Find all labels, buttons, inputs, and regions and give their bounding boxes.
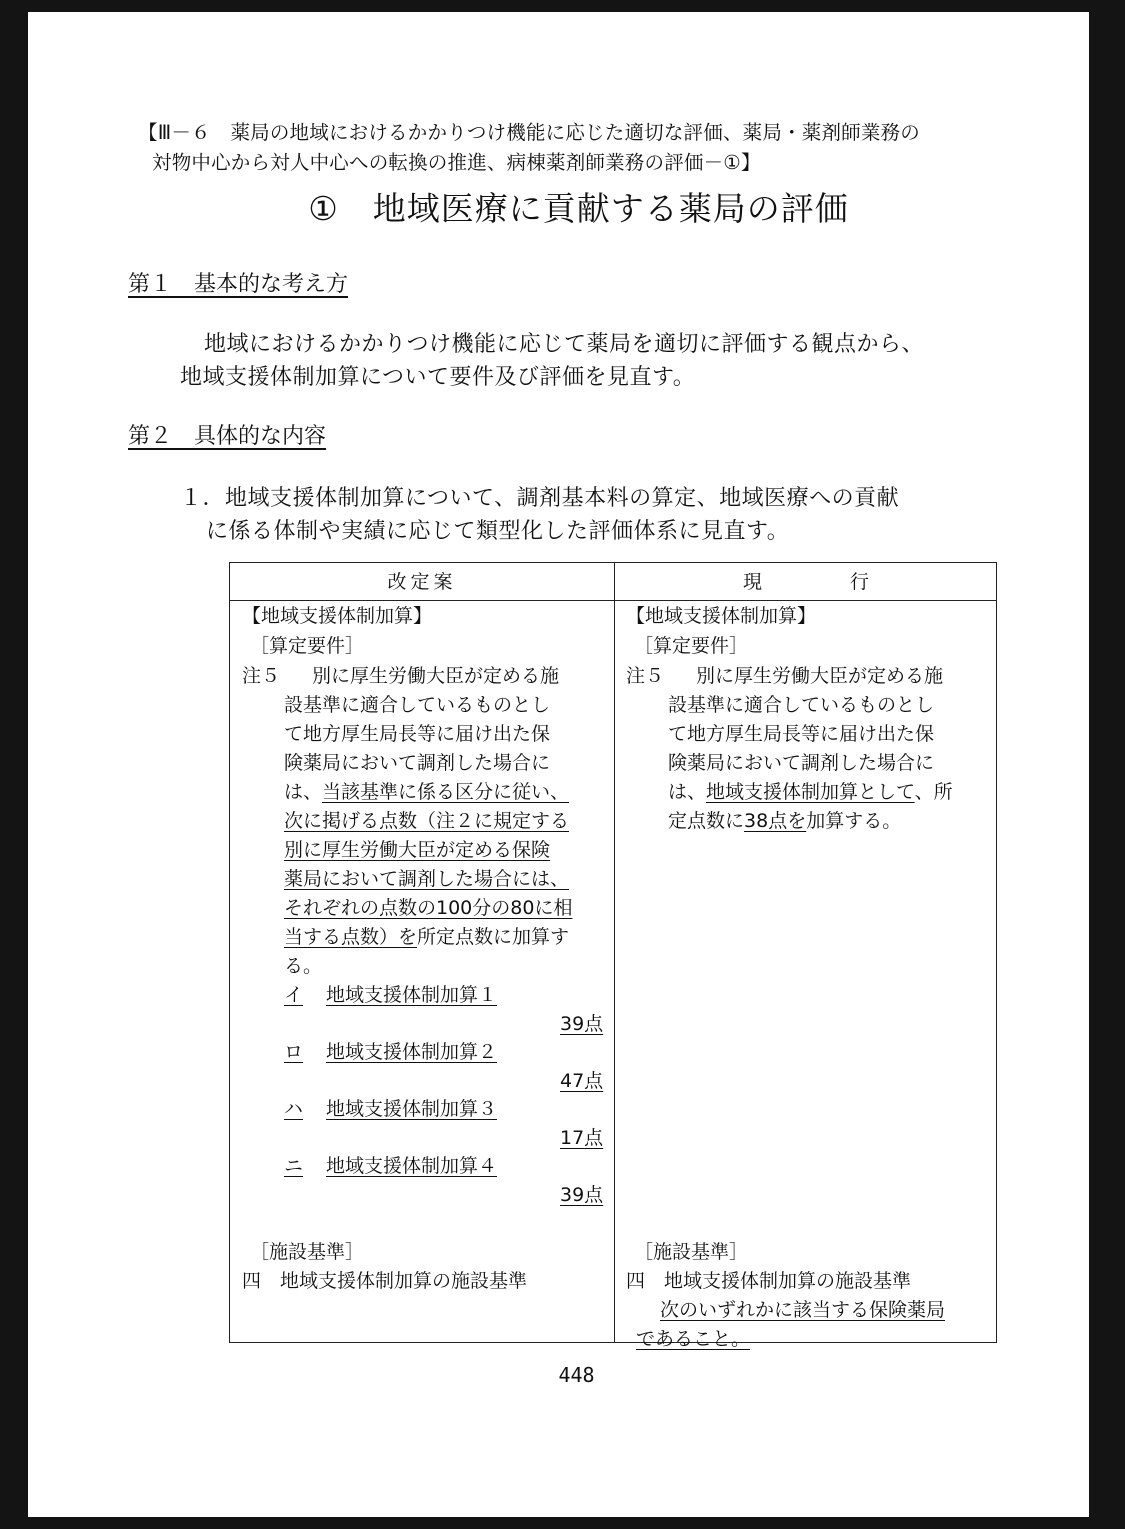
right-note-line5a: は、 [668,781,707,803]
right-facility-line2: 次のいずれかに該当する保険薬局 [660,1299,946,1321]
left-item-label: ハ [284,1098,304,1120]
left-note-line1: 別に厚生労働大臣が定める施 [312,665,560,687]
left-note-line10 [284,923,569,953]
left-item-points: 39点 [560,1013,604,1035]
right-facility-line: 四 地域支援体制加算の施設基準 [626,1270,912,1292]
column-header-current-a: 現 [742,571,762,593]
right-note-line1: 別に厚生労働大臣が定める施 [696,665,944,687]
right-facility-heading: ［施設基準］ [634,1241,749,1263]
left-item-name: 地域支援体制加算１ [326,984,498,1006]
left-requirements: ［算定要件］ [250,635,365,657]
right-note-line6b: 38点を [744,810,807,832]
left-note-label: 注５ [242,665,281,687]
right-facility-line3: であること。 [636,1328,751,1350]
right-note-line6c: 加算する。 [806,810,902,832]
left-item-name: 地域支援体制加算４ [326,1155,498,1177]
right-title: 【地域支援体制加算】 [626,605,817,627]
left-note-line6: 次に掲げる点数（注２に規定する [284,810,570,832]
left-item-label: イ [284,984,304,1006]
left-note-line9: それぞれの点数の100分の80に相 [284,897,573,919]
document-page [28,12,1089,1517]
right-note-label: 注５ [626,665,665,687]
page-title: ① 地域医療に貢献する薬局の評価 [308,189,849,228]
left-item-name: 地域支援体制加算３ [326,1098,498,1120]
right-note-line5 [668,778,953,808]
left-item-points: 47点 [560,1070,604,1092]
page-number: 448 [558,1363,595,1387]
right-note-line5b: 地域支援体制加算として [706,781,915,803]
right-note-line2: 設基準に適合しているものとし [668,694,935,716]
left-note-line5 [284,778,569,808]
left-note-line4: 険薬局において調剤した場合に [284,752,551,774]
left-note-line10b: 所定点数に加算す [417,926,570,948]
section1-text-line1: 地域におけるかかりつけ機能に応じて薬局を適切に評価する観点から、 [204,332,925,357]
left-item-name: 地域支援体制加算２ [326,1041,498,1063]
right-note-line4: 険薬局において調剤した場合に [668,752,935,774]
section-reference-line2: 対物中心から対人中心への転換の推進、病棟薬剤師業務の評価－①】 [152,151,761,174]
left-note-line5b: 当該基準に係る区分に従い、 [322,781,570,803]
left-item-points: 17点 [560,1127,604,1149]
column-divider [614,563,615,1342]
left-facility-heading: ［施設基準］ [250,1241,365,1263]
section1-text-line2: 地域支援体制加算について要件及び評価を見直す。 [180,365,696,390]
section1-heading: 第１ 基本的な考え方 [128,272,349,297]
comparison-table [229,562,997,1350]
left-facility-line: 四 地域支援体制加算の施設基準 [242,1270,528,1292]
right-note-line6a: 定点数に [668,810,745,832]
left-item-points: 39点 [560,1184,604,1206]
left-note-line2: 設基準に適合しているものとし [284,694,551,716]
left-note-line10a: 当する点数）を [284,926,418,948]
section2-heading: 第２ 具体的な内容 [128,424,327,449]
section2-item1-line1: １．地域支援体制加算について、調剤基本料の算定、地域医療への貢献 [180,486,900,511]
section-reference-line1: 【Ⅲ－６ 薬局の地域におけるかかりつけ機能に応じた適切な評価、薬局・薬剤師業務の [138,121,920,144]
section2-item1-line2: に係る体制や実績に応じて類型化した評価体系に見直す。 [206,519,790,544]
column-header-current [614,567,998,597]
header-divider [230,600,996,601]
left-item-label: ニ [284,1155,304,1177]
right-note-line6 [668,807,901,837]
right-note-line3: て地方厚生局長等に届け出た保 [668,723,935,745]
right-requirements: ［算定要件］ [634,635,749,657]
left-note-line11: る。 [284,955,323,977]
left-note-line7: 別に厚生労働大臣が定める保険 [284,839,551,861]
right-note-line5c: 、所 [914,781,953,803]
column-header-revision: 改定案 [387,571,457,593]
left-note-line5a: は、 [284,781,323,803]
left-note-line3: て地方厚生局長等に届け出た保 [284,723,551,745]
column-header-current-b: 行 [850,571,870,593]
left-note-line8: 薬局において調剤した場合には、 [284,868,570,890]
left-title: 【地域支援体制加算】 [242,605,433,627]
left-item-label: ロ [284,1041,304,1063]
